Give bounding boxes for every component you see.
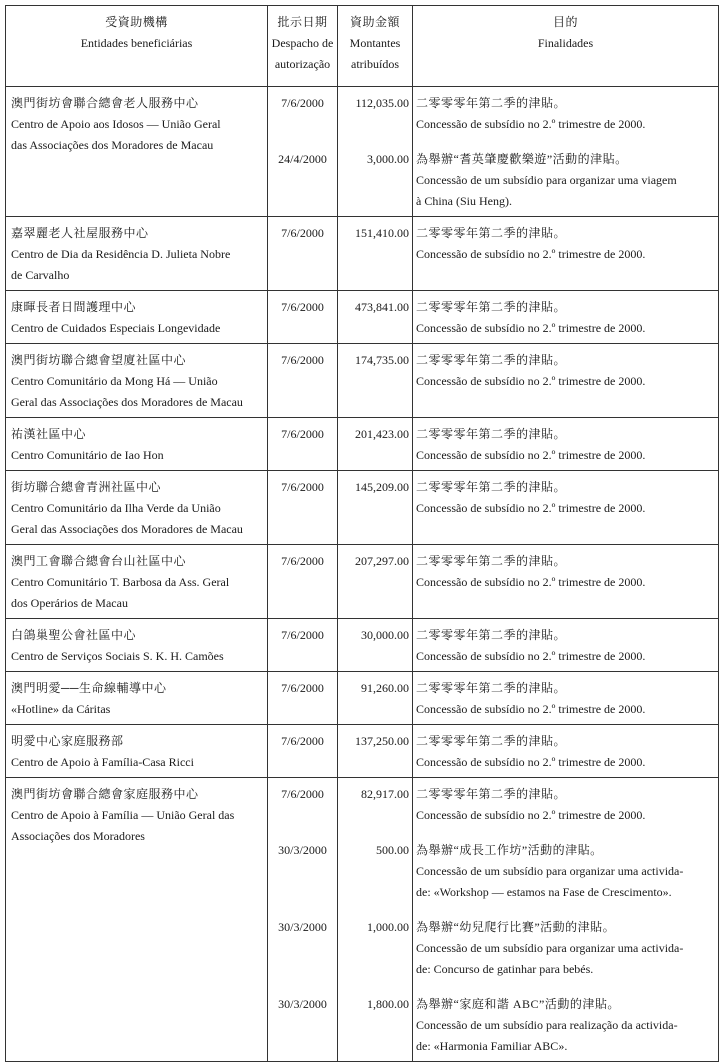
entity-cell bbox=[6, 672, 268, 725]
grant-purpose-pt: Concessão de subsídio no 2.º trimestre de 2000. bbox=[416, 501, 646, 515]
grant-purpose-block bbox=[416, 678, 715, 720]
grant-date-block bbox=[268, 297, 337, 339]
table-row bbox=[6, 344, 719, 418]
purpose-cell bbox=[413, 619, 719, 672]
header-entity bbox=[6, 6, 268, 87]
amount-cell bbox=[338, 344, 413, 418]
grant-purpose-pt: Concessão de subsídio no 2.º trimestre de 2000. bbox=[416, 575, 646, 589]
grant-purpose-pt: Concessão de um subsídio para organizar uma activida- bbox=[416, 941, 684, 955]
grant-purpose-zh: 為舉辦“家庭和諧 ABC”活動的津貼。 bbox=[416, 997, 620, 1011]
header-purpose-zh: 目的 bbox=[552, 15, 578, 29]
entity-name-zh: 明愛中心家庭服務部 bbox=[11, 734, 124, 748]
date-cell bbox=[268, 344, 338, 418]
amount-cell bbox=[338, 672, 413, 725]
grant-purpose-zh: 為舉辦“耆英肇慶歡樂遊”活動的津貼。 bbox=[416, 152, 628, 166]
grant-amount-block bbox=[338, 424, 409, 466]
grant-purpose-pt: Concessão de um subsídio para realização da activida- bbox=[416, 1018, 678, 1032]
amount-cell bbox=[338, 619, 413, 672]
table-row bbox=[6, 87, 719, 217]
table-body bbox=[6, 87, 719, 1062]
grant-date: 7/6/2000 bbox=[281, 787, 324, 801]
grant-purpose-pt: de: «Harmonia Familiar ABC». bbox=[416, 1039, 568, 1053]
date-cell bbox=[268, 291, 338, 344]
grant-date-block bbox=[268, 223, 337, 265]
header-entity-zh: 受資助機構 bbox=[105, 15, 168, 29]
entity-name-zh: 澳門明愛──生命線輔導中心 bbox=[11, 681, 167, 695]
grant-amount: 201,423.00 bbox=[355, 427, 409, 441]
entity-name-zh: 澳門街坊會聯合總會家庭服務中心 bbox=[11, 787, 199, 801]
header-date bbox=[268, 6, 338, 87]
table-row bbox=[6, 619, 719, 672]
grant-amount-block bbox=[338, 477, 409, 519]
header-amount-zh: 資助金額 bbox=[349, 15, 400, 29]
grant-amount: 91,260.00 bbox=[361, 681, 409, 695]
entity-name-pt: Centro de Apoio à Família — União Geral das bbox=[11, 808, 235, 822]
entity-name-pt: «Hotline» da Cáritas bbox=[11, 702, 111, 716]
entity-cell bbox=[6, 418, 268, 471]
date-cell bbox=[268, 87, 338, 217]
grant-purpose-pt: Concessão de subsídio no 2.º trimestre de 2000. bbox=[416, 117, 646, 131]
grant-date: 7/6/2000 bbox=[281, 226, 324, 240]
grant-purpose-pt: de: Concurso de gatinhar para bebés. bbox=[416, 962, 594, 976]
grant-amount-block bbox=[338, 297, 409, 339]
table-row bbox=[6, 672, 719, 725]
grant-amount-block bbox=[338, 840, 409, 903]
grant-date: 7/6/2000 bbox=[281, 628, 324, 642]
grant-amount: 1,000.00 bbox=[367, 920, 409, 934]
purpose-cell bbox=[413, 672, 719, 725]
header-amount-pt1: Montantes bbox=[349, 36, 401, 50]
amount-cell bbox=[338, 778, 413, 1062]
amount-cell bbox=[338, 545, 413, 619]
grant-purpose-pt: Concessão de subsídio no 2.º trimestre de 2000. bbox=[416, 247, 646, 261]
grant-date: 7/6/2000 bbox=[281, 554, 324, 568]
grant-purpose-zh: 為舉辦“幼兒爬行比賽”活動的津貼。 bbox=[416, 920, 616, 934]
entity-name-pt: Associações dos Moradores bbox=[11, 829, 145, 843]
entity-name-zh: 澳門工會聯合總會台山社區中心 bbox=[11, 554, 187, 568]
grant-purpose-block bbox=[416, 625, 715, 667]
grant-purpose-block bbox=[416, 149, 715, 212]
grant-purpose-block bbox=[416, 917, 715, 980]
grant-purpose-pt: Concessão de subsídio no 2.º trimestre de 2000. bbox=[416, 374, 646, 388]
grant-purpose-zh: 二零零零年第二季的津貼。 bbox=[416, 427, 567, 441]
date-cell bbox=[268, 217, 338, 291]
grant-date-block bbox=[268, 149, 337, 212]
entity-name-pt: Geral das Associações dos Moradores de Macau bbox=[11, 522, 243, 536]
grant-purpose-pt: Concessão de subsídio no 2.º trimestre de 2000. bbox=[416, 755, 646, 769]
grant-date-block bbox=[268, 731, 337, 773]
grant-purpose-block bbox=[416, 424, 715, 466]
grant-date: 7/6/2000 bbox=[281, 96, 324, 110]
grant-purpose-zh: 二零零零年第二季的津貼。 bbox=[416, 681, 567, 695]
amount-cell bbox=[338, 217, 413, 291]
entity-name-zh: 澳門街坊會聯合總會老人服務中心 bbox=[11, 96, 199, 110]
entity-name-pt: Geral das Associações dos Moradores de Macau bbox=[11, 395, 243, 409]
grant-date: 7/6/2000 bbox=[281, 300, 324, 314]
grant-purpose-zh: 二零零零年第二季的津貼。 bbox=[416, 554, 567, 568]
entity-cell bbox=[6, 217, 268, 291]
grant-amount-block bbox=[338, 784, 409, 826]
purpose-cell bbox=[413, 418, 719, 471]
amount-cell bbox=[338, 725, 413, 778]
grant-amount: 30,000.00 bbox=[361, 628, 409, 642]
grant-date-block bbox=[268, 784, 337, 826]
entity-name-pt: Centro de Apoio aos Idosos — União Geral bbox=[11, 117, 221, 131]
table-row bbox=[6, 291, 719, 344]
grant-amount: 207,297.00 bbox=[355, 554, 409, 568]
entity-cell bbox=[6, 291, 268, 344]
entity-name-pt: Centro Comunitário da Mong Há — União bbox=[11, 374, 218, 388]
header-entity-pt: Entidades beneficiárias bbox=[80, 36, 193, 50]
entity-name-zh: 嘉翠麗老人社屋服務中心 bbox=[11, 226, 149, 240]
purpose-cell bbox=[413, 725, 719, 778]
grant-amount-block bbox=[338, 678, 409, 720]
date-cell bbox=[268, 672, 338, 725]
grant-date-block bbox=[268, 917, 337, 980]
entity-cell bbox=[6, 778, 268, 1062]
entity-cell bbox=[6, 725, 268, 778]
entity-name-pt: Centro Comunitário de Iao Hon bbox=[11, 448, 164, 462]
grant-amount-block bbox=[338, 994, 409, 1057]
entity-cell bbox=[6, 344, 268, 418]
grant-date-block bbox=[268, 994, 337, 1057]
grant-date-block bbox=[268, 678, 337, 720]
entity-name-pt: dos Operários de Macau bbox=[11, 596, 128, 610]
date-cell bbox=[268, 778, 338, 1062]
grant-purpose-zh: 二零零零年第二季的津貼。 bbox=[416, 787, 567, 801]
amount-cell bbox=[338, 87, 413, 217]
grant-amount: 145,209.00 bbox=[355, 480, 409, 494]
grant-purpose-block bbox=[416, 784, 715, 826]
grant-amount-block bbox=[338, 551, 409, 593]
header-amount bbox=[338, 6, 413, 87]
entity-name-pt: Centro de Cuidados Especiais Longevidade bbox=[11, 321, 221, 335]
grant-purpose-block bbox=[416, 477, 715, 519]
table-row bbox=[6, 418, 719, 471]
entity-cell bbox=[6, 87, 268, 217]
grant-purpose-zh: 二零零零年第二季的津貼。 bbox=[416, 300, 567, 314]
grant-purpose-block bbox=[416, 731, 715, 773]
entity-name-pt: Centro de Serviços Sociais S. K. H. Camões bbox=[11, 649, 224, 663]
entity-name-zh: 街坊聯合總會青洲社區中心 bbox=[11, 480, 162, 494]
header-purpose-pt: Finalidades bbox=[537, 36, 594, 50]
entity-name-zh: 白鴿巢聖公會社區中心 bbox=[11, 628, 137, 642]
grant-date: 7/6/2000 bbox=[281, 353, 324, 367]
purpose-cell bbox=[413, 344, 719, 418]
grant-purpose-zh: 二零零零年第二季的津貼。 bbox=[416, 353, 567, 367]
entity-cell bbox=[6, 545, 268, 619]
table-row bbox=[6, 545, 719, 619]
grant-date-block bbox=[268, 477, 337, 519]
entity-name-zh: 祐漢社區中心 bbox=[11, 427, 87, 441]
header-date-zh: 批示日期 bbox=[277, 15, 328, 29]
amount-cell bbox=[338, 418, 413, 471]
grant-amount: 112,035.00 bbox=[355, 96, 409, 110]
grant-amount: 174,735.00 bbox=[355, 353, 409, 367]
grant-amount-block bbox=[338, 93, 409, 135]
grant-amount-block bbox=[338, 917, 409, 980]
grant-purpose-zh: 為舉辦“成長工作坊”活動的津貼。 bbox=[416, 843, 603, 857]
purpose-cell bbox=[413, 291, 719, 344]
grant-amount: 473,841.00 bbox=[355, 300, 409, 314]
purpose-cell bbox=[413, 217, 719, 291]
grant-purpose-pt: Concessão de subsídio no 2.º trimestre de 2000. bbox=[416, 321, 646, 335]
grant-date: 30/3/2000 bbox=[278, 843, 327, 857]
entity-name-pt: Centro Comunitário da Ilha Verde da União bbox=[11, 501, 221, 515]
grant-amount: 82,917.00 bbox=[361, 787, 409, 801]
purpose-cell bbox=[413, 87, 719, 217]
grant-amount: 151,410.00 bbox=[355, 226, 409, 240]
grant-amount: 137,250.00 bbox=[355, 734, 409, 748]
date-cell bbox=[268, 545, 338, 619]
header-amount-pt2: atribuídos bbox=[351, 57, 399, 71]
grant-purpose-zh: 二零零零年第二季的津貼。 bbox=[416, 734, 567, 748]
grant-amount-block bbox=[338, 731, 409, 773]
amount-cell bbox=[338, 291, 413, 344]
table-header-row bbox=[6, 6, 719, 87]
grant-purpose-zh: 二零零零年第二季的津貼。 bbox=[416, 96, 567, 110]
header-purpose bbox=[413, 6, 719, 87]
entity-name-pt: Centro de Dia da Residência D. Julieta Nobre bbox=[11, 247, 231, 261]
grant-purpose-pt: Concessão de subsídio no 2.º trimestre de 2000. bbox=[416, 808, 646, 822]
grant-date: 7/6/2000 bbox=[281, 480, 324, 494]
grant-amount: 1,800.00 bbox=[367, 997, 409, 1011]
grant-purpose-pt: Concessão de um subsídio para organizar uma viagem bbox=[416, 173, 677, 187]
grant-purpose-block bbox=[416, 223, 715, 265]
grant-amount-block bbox=[338, 149, 409, 212]
grant-purpose-block bbox=[416, 93, 715, 135]
table-row bbox=[6, 471, 719, 545]
grant-purpose-block bbox=[416, 994, 715, 1057]
grant-purpose-block bbox=[416, 297, 715, 339]
grant-date-block bbox=[268, 840, 337, 903]
grant-purpose-zh: 二零零零年第二季的津貼。 bbox=[416, 480, 567, 494]
header-date-pt1: Despacho de bbox=[271, 36, 334, 50]
entity-name-pt: Centro Comunitário T. Barbosa da Ass. Geral bbox=[11, 575, 230, 589]
table-row bbox=[6, 217, 719, 291]
purpose-cell bbox=[413, 778, 719, 1062]
table-row bbox=[6, 778, 719, 1062]
grant-date: 30/3/2000 bbox=[278, 920, 327, 934]
entity-name-zh: 康暉長者日間護理中心 bbox=[11, 300, 137, 314]
grant-date: 7/6/2000 bbox=[281, 681, 324, 695]
grant-date-block bbox=[268, 424, 337, 466]
grant-purpose-zh: 二零零零年第二季的津貼。 bbox=[416, 226, 567, 240]
grant-purpose-pt: à China (Siu Heng). bbox=[416, 194, 512, 208]
purpose-cell bbox=[413, 545, 719, 619]
grant-purpose-pt: Concessão de um subsídio para organizar uma activida- bbox=[416, 864, 684, 878]
grant-date-block bbox=[268, 93, 337, 135]
grant-purpose-pt: Concessão de subsídio no 2.º trimestre de 2000. bbox=[416, 649, 646, 663]
grant-amount-block bbox=[338, 223, 409, 265]
grant-amount: 500.00 bbox=[376, 843, 409, 857]
grant-date: 7/6/2000 bbox=[281, 427, 324, 441]
grant-purpose-pt: Concessão de subsídio no 2.º trimestre de 2000. bbox=[416, 702, 646, 716]
grant-date: 24/4/2000 bbox=[278, 152, 327, 166]
header-date-pt2: autorização bbox=[274, 57, 331, 71]
entity-cell bbox=[6, 619, 268, 672]
grant-date: 30/3/2000 bbox=[278, 997, 327, 1011]
subsidy-table bbox=[5, 5, 719, 1062]
grant-purpose-block bbox=[416, 350, 715, 392]
grant-purpose-block bbox=[416, 840, 715, 903]
grant-purpose-zh: 二零零零年第二季的津貼。 bbox=[416, 628, 567, 642]
grant-date: 7/6/2000 bbox=[281, 734, 324, 748]
entity-name-zh: 澳門街坊聯合總會望廈社區中心 bbox=[11, 353, 187, 367]
entity-name-pt: das Associações dos Moradores de Macau bbox=[11, 138, 214, 152]
amount-cell bbox=[338, 471, 413, 545]
grant-date-block bbox=[268, 350, 337, 392]
grant-date-block bbox=[268, 625, 337, 667]
grant-amount-block bbox=[338, 350, 409, 392]
date-cell bbox=[268, 725, 338, 778]
date-cell bbox=[268, 619, 338, 672]
grant-purpose-block bbox=[416, 551, 715, 593]
grant-amount-block bbox=[338, 625, 409, 667]
entity-cell bbox=[6, 471, 268, 545]
entity-name-pt: de Carvalho bbox=[11, 268, 70, 282]
grant-purpose-pt: Concessão de subsídio no 2.º trimestre de 2000. bbox=[416, 448, 646, 462]
grant-purpose-pt: de: «Workshop — estamos na Fase de Crescimento». bbox=[416, 885, 672, 899]
table-row bbox=[6, 725, 719, 778]
entity-name-pt: Centro de Apoio à Família-Casa Ricci bbox=[11, 755, 194, 769]
purpose-cell bbox=[413, 471, 719, 545]
grant-date-block bbox=[268, 551, 337, 593]
date-cell bbox=[268, 418, 338, 471]
grant-amount: 3,000.00 bbox=[367, 152, 409, 166]
date-cell bbox=[268, 471, 338, 545]
